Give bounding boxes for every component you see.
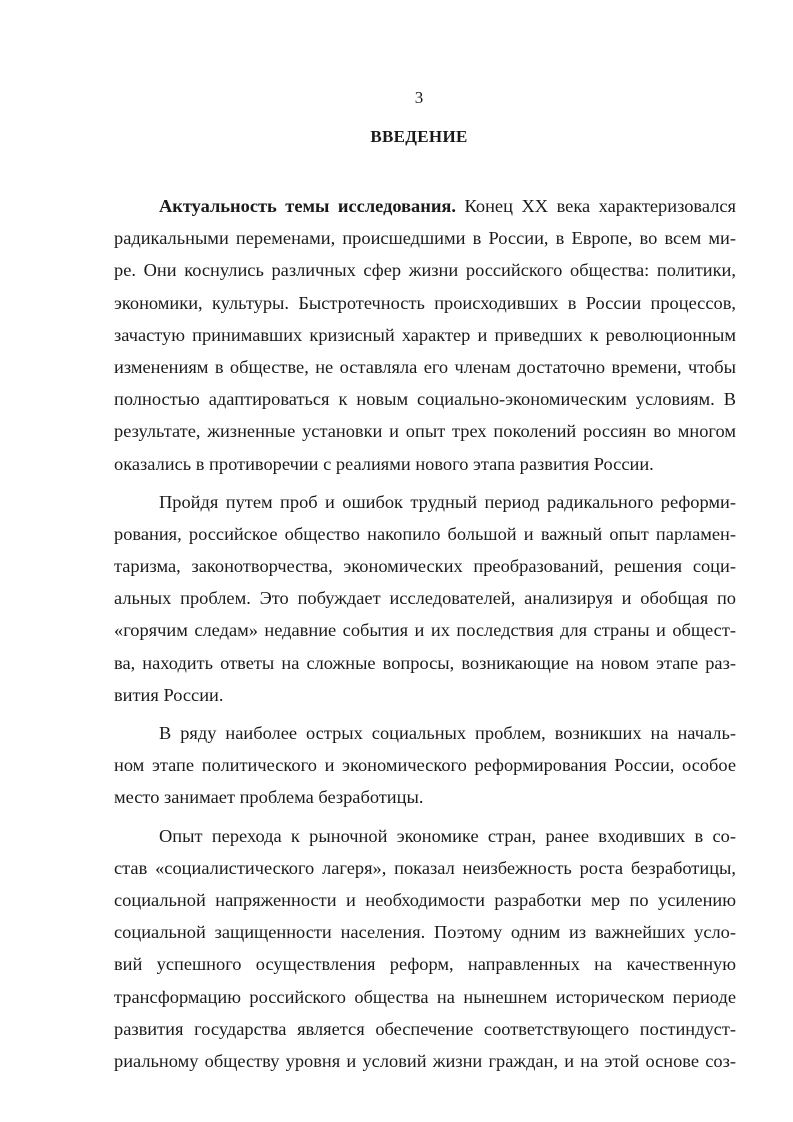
text-line: ва, находить ответы на сложные вопросы, возникающие на новом этапе раз- xyxy=(114,652,736,673)
text-line: В ряду наиболее острых социальных проблем, возникших на началь- xyxy=(159,723,736,743)
page-number: 3 xyxy=(414,88,424,107)
text-line: Опыт перехода к рыночной экономике стран, ранее входивших в со- xyxy=(159,825,736,846)
text-line: место занимает проблема безработицы. xyxy=(114,787,424,808)
text-line: альных проблем. Это побуждает исследователей, анализируя и обобщая по xyxy=(114,588,736,609)
text-line: став «социалистического лагеря», показал неизбежность роста безработицы, xyxy=(114,857,736,878)
section-title: ВВЕДЕНИЕ xyxy=(370,127,468,146)
text-line: таризма, законотворчества, экономических преобразований, решения соци- xyxy=(114,556,736,577)
text-line: изменениям в обществе, не оставляла его членам достаточно времени, чтобы xyxy=(114,356,736,377)
text-line: радикальными переменами, происшедшими в России, в Европе, во всем ми- xyxy=(114,228,736,249)
text-line: оказались в противоречии с реалиями нового этапа развития России. xyxy=(114,453,654,474)
paragraph-reform-experience xyxy=(114,486,736,711)
text-line: «горячим следам» недавние события и их последствия для страны и общест- xyxy=(114,620,736,641)
text-line: экономики, культуры. Быстротечность происходивших в России процессов, xyxy=(114,292,736,313)
paragraph-relevance xyxy=(114,190,736,480)
text-line: социальной защищенности населения. Поэтому одним из важнейших усло- xyxy=(114,922,736,943)
text-line: результате, жизненные установки и опыт трех поколений россиян во многом xyxy=(114,421,736,442)
text-line: трансформацию российского общества на нынешнем историческом периоде xyxy=(114,986,736,1007)
paragraph-market-transition xyxy=(114,820,736,1078)
text-line: развития государства является обеспечение соответствующего постиндуст- xyxy=(114,1018,736,1039)
document-body xyxy=(114,190,736,1077)
text-line: полностью адаптироваться к новым социально-экономическим условиям. В xyxy=(114,389,736,410)
text-line: ре. Они коснулись различных сфер жизни российского общества: политики, xyxy=(114,260,736,281)
relevance-heading: Актуальность темы исследования. xyxy=(159,196,456,216)
text-line: Актуальность темы исследования. Конец XX века характеризовался xyxy=(159,196,736,216)
text-line: рования, российское общество накопило большой и важный опыт парламен- xyxy=(114,523,736,544)
text-line: Пройдя путем проб и ошибок трудный период радикального реформи- xyxy=(159,491,736,512)
text-line: зачастую принимавших кризисный характер и приведших к революционным xyxy=(114,324,736,345)
text-line: риальному обществу уровня и условий жизни граждан, и на этой основе соз- xyxy=(114,1050,736,1071)
text-line: вий успешного осуществления реформ, направленных на качественную xyxy=(114,954,736,975)
paragraph-unemployment xyxy=(114,717,736,814)
text-line: вития России. xyxy=(114,684,224,705)
text-line: ном этапе политического и экономического реформирования России, особое xyxy=(114,755,736,776)
text-line: социальной напряженности и необходимости разработки мер по усилению xyxy=(114,889,736,910)
